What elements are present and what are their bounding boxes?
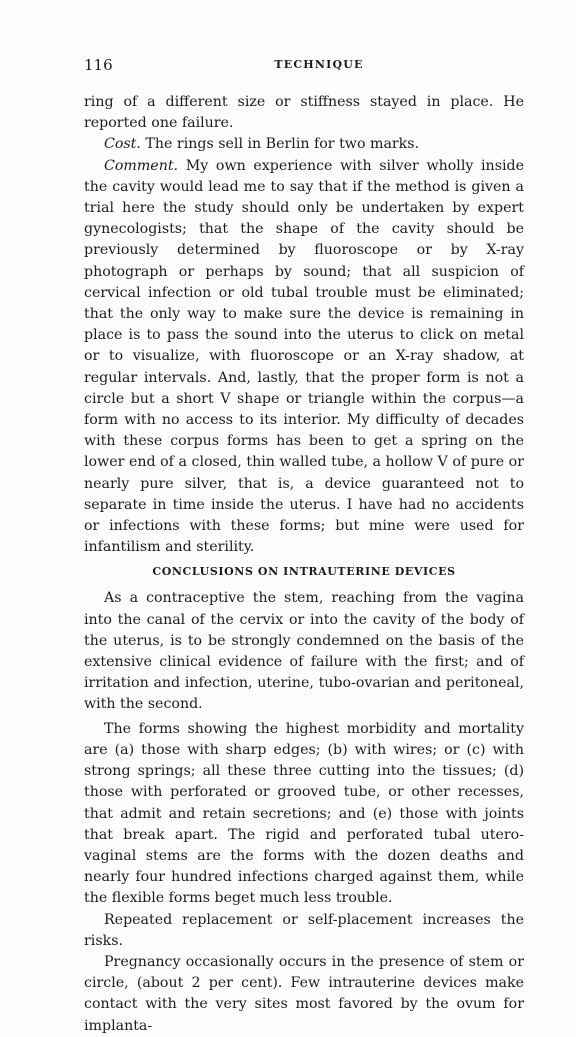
cost-label: Cost.	[104, 136, 141, 153]
paragraph-conclusion-stem: As a contraceptive the stem, reaching from the vagina into the canal of the cervix or into the cavity of the body of the uterus, is to be strongly condemned on the basis of the extensive clinical evidence of failure with the first; and of irritation and infection, uterine, tubo-ovarian and peritoneal, with the second.	[84, 590, 524, 713]
page-number: 116	[84, 56, 113, 74]
paragraph-conclusion-pregnancy: Pregnancy occasionally occurs in the presence of stem or circle, (about 2 per cent). Few intrauterine devices make contact with the very sites most favored by the ovum for implanta-	[84, 953, 524, 1034]
cost-text: The rings sell in Berlin for two marks.	[140, 136, 420, 153]
paragraph-comment	[84, 156, 524, 559]
running-head	[84, 56, 524, 78]
paragraph-cost	[84, 134, 524, 155]
section-heading: CONCLUSIONS ON INTRAUTERINE DEVICES	[152, 565, 456, 579]
comment-text: My own experience with silver wholly inside the cavity would lead me to say that if the method is given a trial here the study should only be undertaken by expert gynecologists; that the shape of the cavity should be previously determined by fluoroscope or by X-ray photograph or perhaps by sound; that all suspicion of cervical infection or old tubal trouble must be eliminated; that the only way to make sure the device is remaining in place is to pass the sound into the uterus to click on metal or to visualize, with fluoroscope or an X-ray shadow, at regular intervals. And, lastly, that the proper form is not a circle but a short V shape or triangle within the corpus—a form with no access to its interior. My difficulty of decades with these corpus forms has been to get a spring on the lower end of a closed, thin walled tube, a hollow V of pure or nearly pure silver, that is, a device guaranteed not to separate in time inside the uterus. I have had no accidents or infections with these forms; but mine were used for infantilism and sterility.	[84, 157, 524, 556]
paragraph-conclusion-replacement: Repeated replacement or self-placement increases the risks.	[84, 911, 524, 949]
comment-label: Comment.	[104, 157, 179, 174]
paragraph-conclusion-forms: The forms showing the highest morbidity and mortality are (a) those with sharp edges; (b) with wires; or (c) with strong springs; all these three cutting into the tissues; (d) those with perforated or grooved tube, or other recesses, that admit and retain secretions; and (e) those with joints that break apart. The rigid and perforated tubal utero-vaginal stems are the forms with the dozen deaths and nearly four hundred infections charged against them, while the flexible forms beget much less trouble.	[84, 720, 524, 907]
running-title: TECHNIQUE	[274, 58, 364, 71]
paragraph-ring: ring of a different size or stiffness stayed in place. He reported one failure.	[84, 94, 524, 132]
book-page	[84, 56, 524, 1037]
